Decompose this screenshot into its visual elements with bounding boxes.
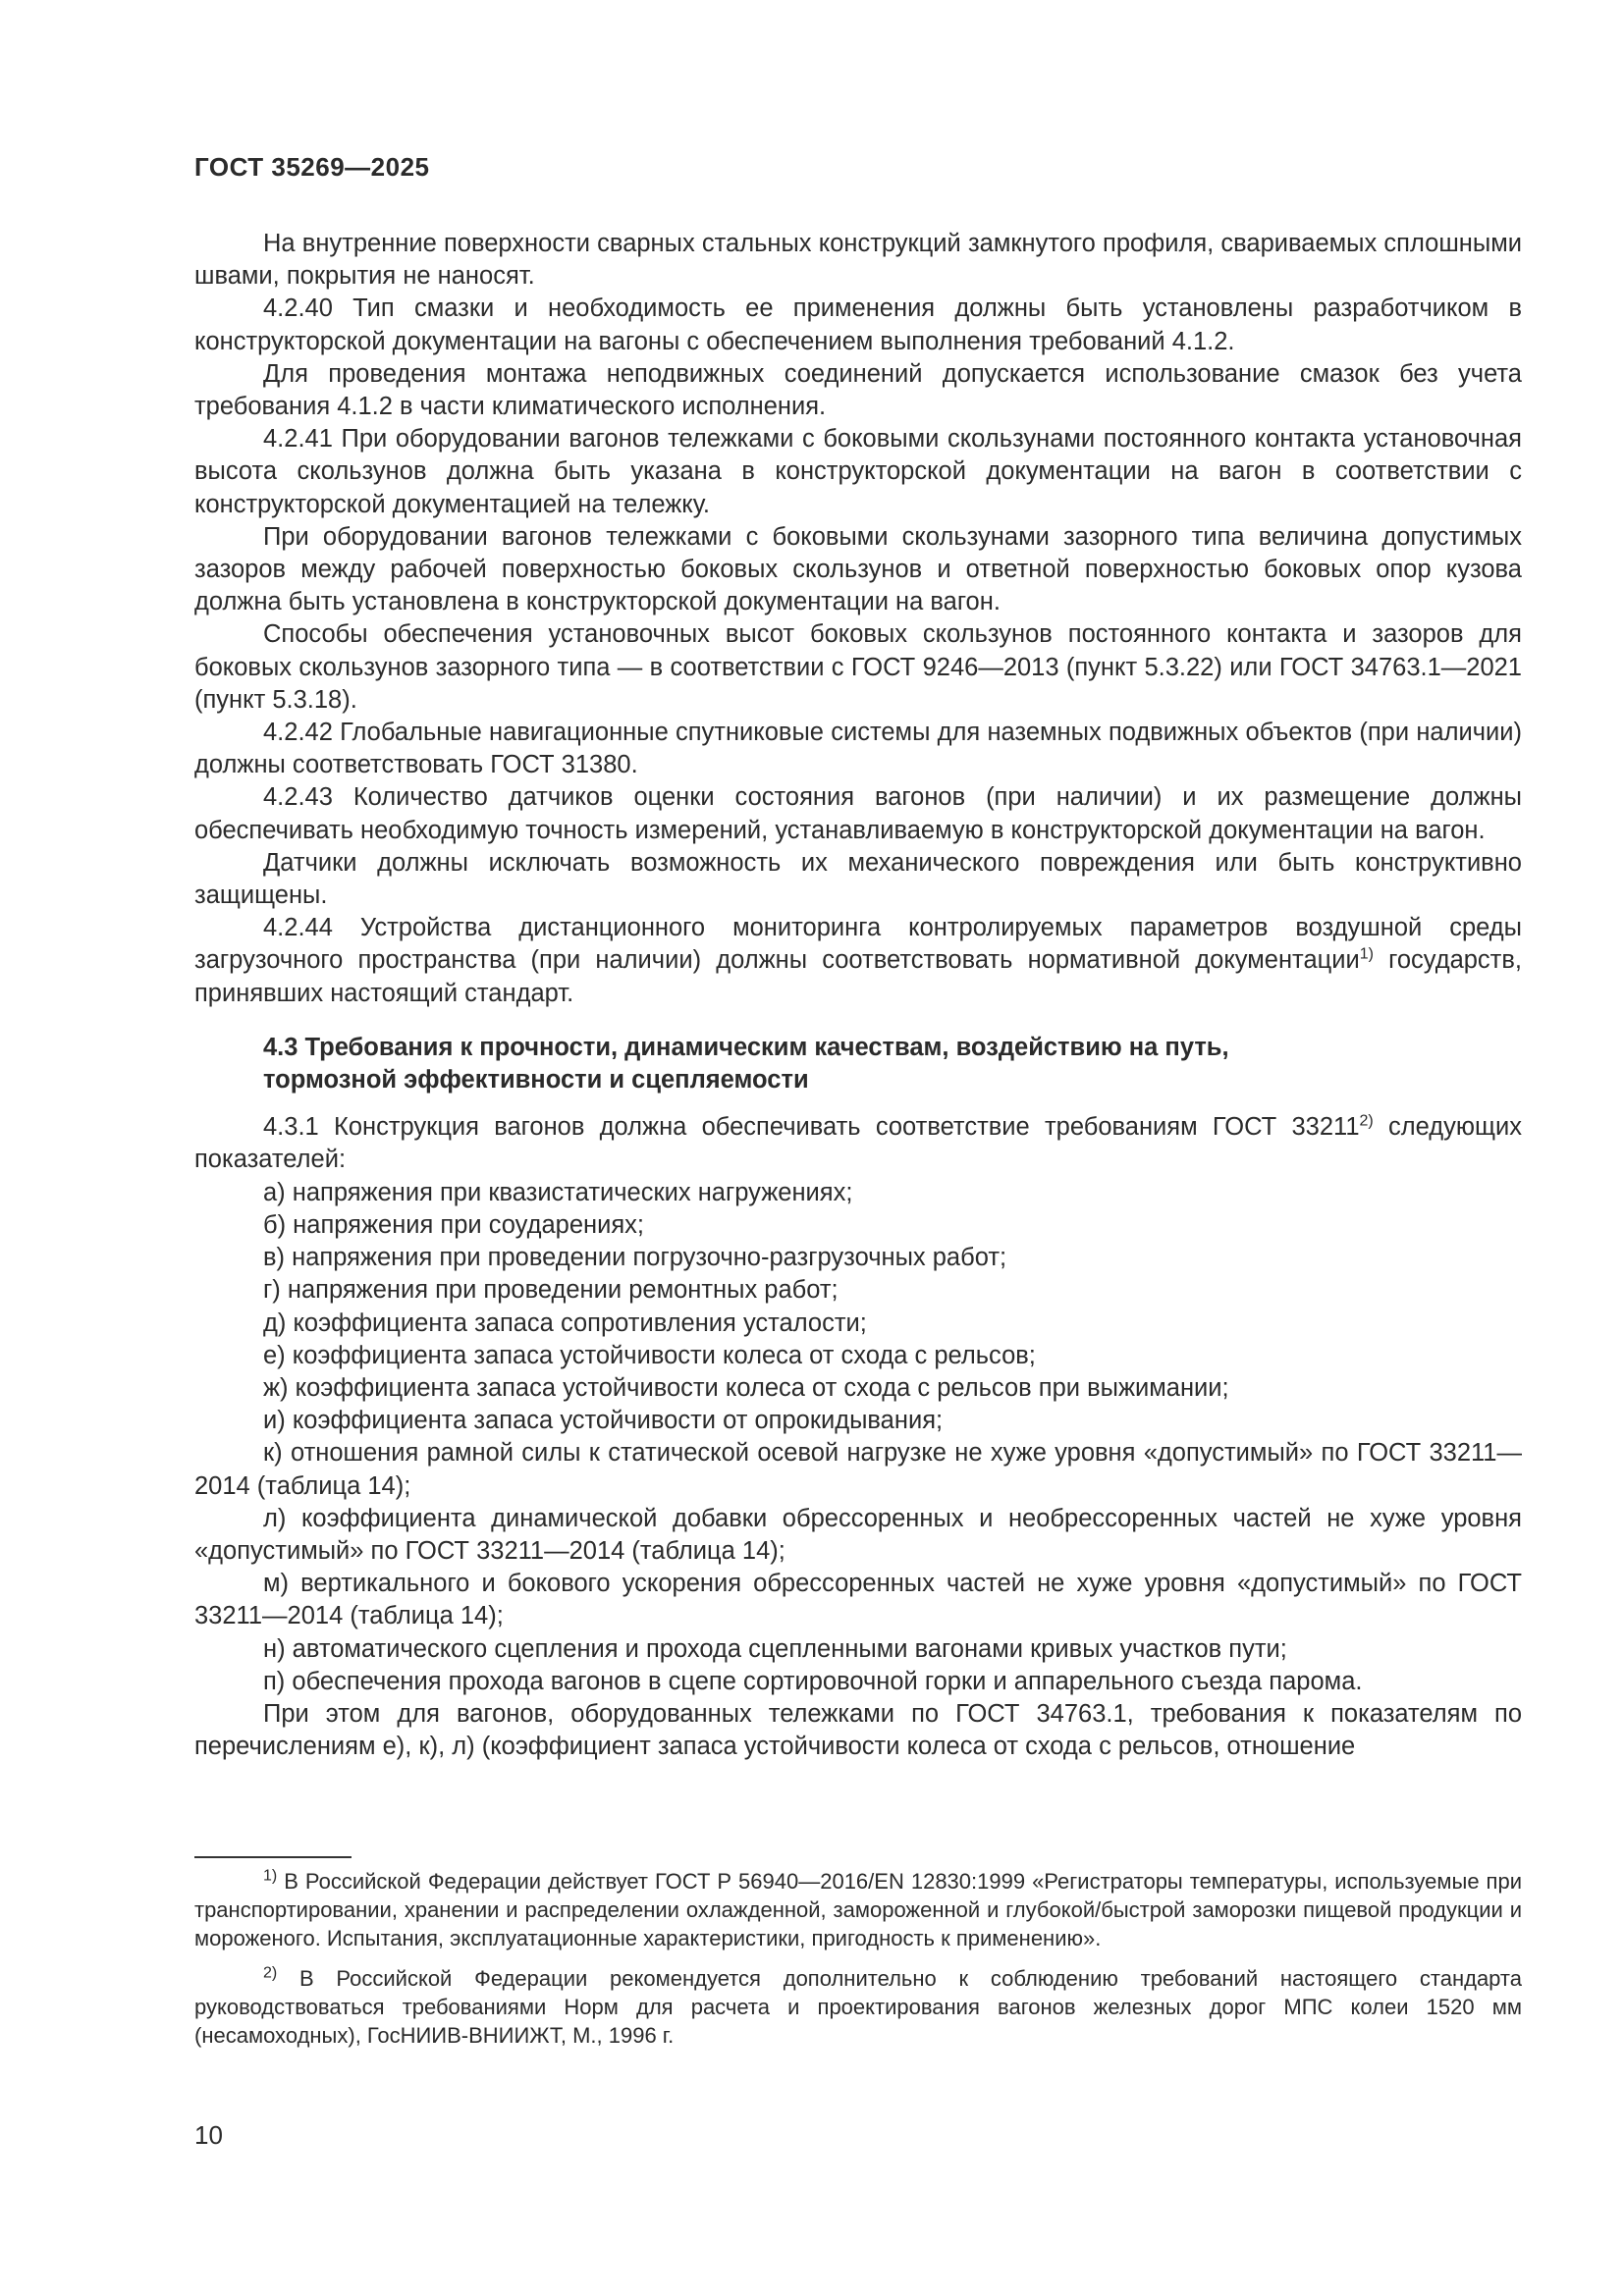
footnote-ref-2[interactable]: 2) [1359, 1112, 1374, 1130]
paragraph: 4.2.43 Количество датчиков оценки состояния вагонов (при наличии) и их размещение должны обеспечивать необходимую точность измерений, устанавливаемую в конструкторской документации на вагон. [194, 783, 1522, 844]
list-item: г) напряжения при проведении ремонтных работ; [263, 1276, 839, 1305]
paragraph: Для проведения монтажа неподвижных соединений допускается использование смазок без учета требования 4.1.2 в части климатического исполнения. [194, 359, 1522, 421]
paragraph-4-2-44 [194, 912, 1522, 1010]
list-item: н) автоматического сцепления и прохода сцепленными вагонами кривых участков пути; [263, 1634, 1287, 1663]
paragraph-text: 4.2.44 Устройства дистанционного мониторинга контролируемых параметров воздушной среды загрузочного пространства (при наличии) должны соответствовать нормативной документации [194, 914, 1522, 975]
list-item: к) отношения рамной силы к статической осевой нагрузке не хуже уровня «допустимый» по ГОСТ 33211—2014 (таблица 14); [194, 1439, 1522, 1500]
paragraph: 4.2.41 При оборудовании вагонов тележками с боковыми скользунами постоянного контакта установочная высота скользунов должна быть указана в конструкторской документации на вагон в соответствии с конструкторской документацией на тележку. [194, 425, 1522, 518]
footnote-ref-1[interactable]: 1) [1359, 945, 1374, 963]
footnote-text: В Российской Федерации действует ГОСТ Р 56940—2016/EN 12830:1999 «Регистраторы температуры, используемые при транспортировании, хранении и распределении охлажденной, замороженной и глубокой/быстрой заморозки пищевой продукции и мороженого. Испытания, эксплуатационные характеристики, пригодность к применению». [194, 1869, 1522, 1950]
paragraph-text: государств, принявших настоящий стандарт. [194, 946, 1522, 1007]
footnote-mark: 2) [263, 1964, 278, 1982]
page-number: 10 [194, 2120, 223, 2150]
list-item: и) коэффициента запаса устойчивости от опрокидывания; [263, 1407, 944, 1435]
list-item: л) коэффициента динамической добавки обрессоренных и необрессоренных частей не хуже уровня «допустимый» по ГОСТ 33211—2014 (таблица 14); [194, 1504, 1522, 1565]
list-item: ж) коэффициента запаса устойчивости колеса от схода с рельсов при выжимании; [263, 1373, 1229, 1402]
paragraph: Датчики должны исключать возможность их механического повреждения или быть конструктивно защищены. [194, 848, 1522, 910]
document-header: ГОСТ 35269—2025 [194, 152, 430, 182]
body-text [194, 228, 1522, 1763]
paragraph: 4.2.40 Тип смазки и необходимость ее применения должны быть установлены разработчиком в конструкторской документации на вагоны с обеспечением выполнения требований 4.1.2. [194, 294, 1522, 355]
footnote-mark: 1) [263, 1867, 278, 1885]
paragraph: Способы обеспечения установочных высот боковых скользунов постоянного контакта и зазоров для боковых скользунов зазорного типа — в соответствии с ГОСТ 9246—2013 (пункт 5.3.22) или ГОСТ 34763.1—2021 (пункт 5.3.18). [194, 620, 1522, 714]
list-item: в) напряжения при проведении погрузочно-разгрузочных работ; [263, 1244, 1007, 1272]
paragraph: 4.2.42 Глобальные навигационные спутниковые системы для наземных подвижных объектов (при наличии) должны соответствовать ГОСТ 31380. [194, 719, 1522, 779]
paragraph: При оборудовании вагонов тележками с боковыми скользунами зазорного типа величина допустимых зазоров между рабочей поверхностью боковых скользунов и ответной поверхностью боковых опор кузова должна быть установлена в конструкторской документации на вагон. [194, 522, 1522, 616]
list-item: м) вертикального и бокового ускорения обрессоренных частей не хуже уровня «допустимый» по ГОСТ 33211—2014 (таблица 14); [194, 1570, 1522, 1630]
paragraph-text: 4.3.1 Конструкция вагонов должна обеспечивать соответствие требованиям ГОСТ 33211 [263, 1113, 1360, 1142]
footnote-1 [194, 1867, 1522, 1952]
footnotes [194, 1867, 1522, 2061]
paragraph: При этом для вагонов, оборудованных тележками по ГОСТ 34763.1, требования к показателям по перечислениям е), к), л) (коэффициент запаса устойчивости колеса от схода с рельсов, отношение [194, 1699, 1522, 1761]
list-item: п) обеспечения прохода вагонов в сцепе сортировочной горки и аппарельного съезда парома. [263, 1667, 1363, 1695]
footnote-text: В Российской Федерации рекомендуется дополнительно к соблюдению требований настоящего стандарта руководствоваться требованиями Норм для расчета и проектирования вагонов железных дорог МПС колеи 1520 мм (несамоходных), ГосНИИВ-ВНИИЖТ, М., 1996 г. [194, 1966, 1522, 2048]
paragraph: На внутренние поверхности сварных стальных конструкций замкнутого профиля, свариваемых сплошными швами, покрытия не наносят. [194, 230, 1522, 291]
list-item: е) коэффициента запаса устойчивости колеса от схода с рельсов; [263, 1341, 1036, 1369]
section-title [263, 1032, 1522, 1096]
paragraph-text: следующих показателей: [194, 1113, 1522, 1174]
footnote-2 [194, 1964, 1522, 2050]
footnote-separator [194, 1856, 352, 1858]
list-item: б) напряжения при соударениях; [263, 1210, 644, 1239]
section-title-line: 4.3 Требования к прочности, динамическим качествам, воздействию на путь, [263, 1033, 1229, 1061]
paragraph-4-3-1 [194, 1111, 1522, 1176]
section-title-line: тормозной эффективности и сцепляемости [263, 1066, 809, 1095]
list-item: а) напряжения при квазистатических нагружениях; [263, 1178, 853, 1206]
list-item: д) коэффициента запаса сопротивления усталости; [263, 1308, 867, 1337]
